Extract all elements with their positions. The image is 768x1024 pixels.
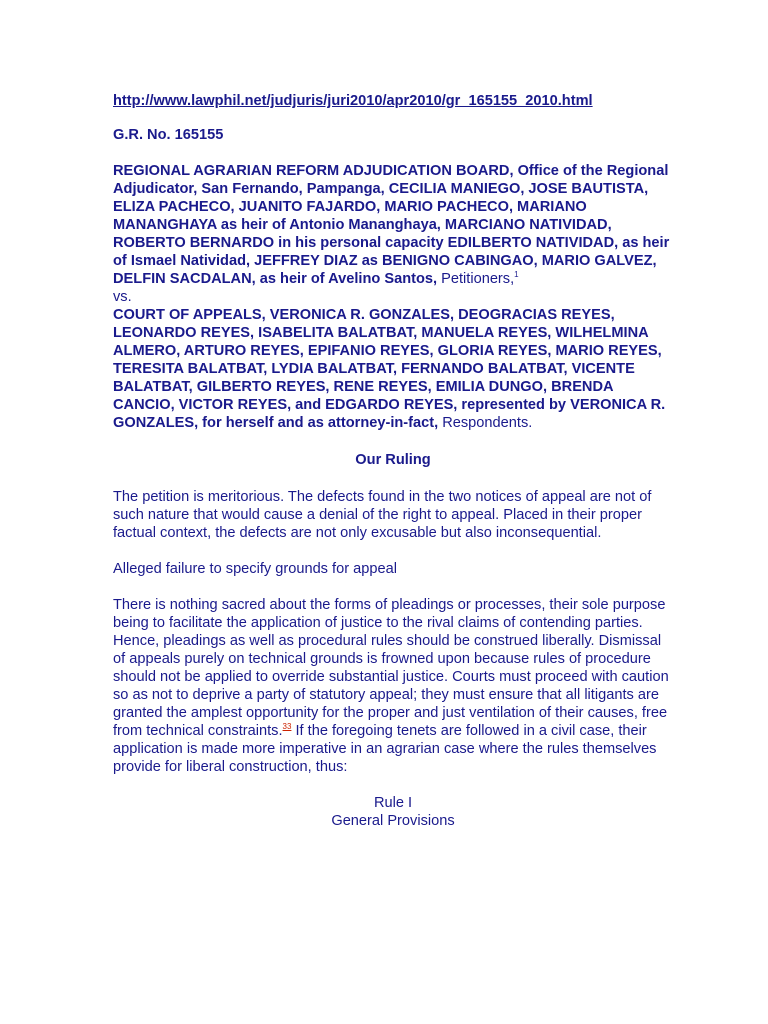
petitioners-list: REGIONAL AGRARIAN REFORM ADJUDICATION BOARD, Office of the Regional Adjudicator, San Fernando, Pampanga, CECILIA MANIEGO, JOSE BAUTISTA, ELIZA PACHECO, JUANITO FAJARDO, MARIO PACHECO, MARIANO MANANGHAYA as heir of Antonio Mananghaya, MARCIANO NATIVIDAD, ROBERTO BERNARDO in his personal capacity EDILBERTO NATIVIDAD, as heir of Ismael Natividad, JEFFREY DIAZ as BENIGNO CABINGAO, MARIO GALVEZ, DELFIN SACDALAN, as heir of Avelino Santos, [113,163,670,287]
case-number: G.R. No. 165155 [113,127,224,143]
document-body [113,92,673,830]
rule-subtitle: General Provisions [331,813,455,829]
respondents-list: COURT OF APPEALS, VERONICA R. GONZALES, DEOGRACIAS REYES, LEONARDO REYES, ISABELITA BALATBAT, MANUELA REYES, WILHELMINA ALMERO, ARTURO REYES, EPIFANIO REYES, GLORIA REYES, MARIO REYES, TERESITA BALATBAT, LYDIA BALATBAT, FERNANDO BALATBAT, VICENTE BALATBAT, GILBERTO REYES, RENE REYES, EMILIA DUNGO, BRENDA CANCIO, VICTOR REYES, and EDGARDO REYES, represented by VERONICA R. GONZALES, for herself and as attorney-in-fact, [113,307,666,431]
rule-title: Rule I [373,795,413,811]
section-subheading: Alleged failure to specify grounds for appeal [113,561,397,577]
ruling-paragraph-1: The petition is meritorious. The defects found in the two notices of appeal are not of such nature that would cause a denial of the right to appeal. Placed in their proper factual context, the defects are not only excusable but also inconsequential. [113,489,652,541]
respondents-label: Respondents. [442,415,533,431]
paragraph-2-text-a: There is nothing sacred about the forms of pleadings or processes, their sole purpose being to facilitate the application of justice to the rival claims of contending parties. Hence, pleadings as well as procedural rules should be construed liberally. Dismissal of appeals purely on technical grounds is frowned upon because rules of procedure should not be applied to override substantial justice. Courts must proceed with caution so as not to deprive a party of statutory appeal; they must ensure that all litigants are granted the amplest opportunity for the proper and just ventilation of their causes, free from technical constraints. [113,597,669,739]
footnote-marker: 1 [514,270,519,280]
ruling-heading: Our Ruling [355,452,431,468]
case-caption [113,162,673,432]
source-url-link[interactable]: http://www.lawphil.net/judjuris/juri2010/apr2010/gr_165155_2010.html [113,93,593,109]
versus-text: vs. [113,289,132,305]
footnote-33-link[interactable]: 33 [282,722,292,732]
petitioners-label: Petitioners, [441,271,515,287]
ruling-paragraph-2 [113,596,673,776]
paragraph-2-text-b: If the foregoing tenets are followed in a civil case, their application is made more imperative in an agrarian case where the rules themselves provide for liberal construction, thus: [113,723,657,775]
